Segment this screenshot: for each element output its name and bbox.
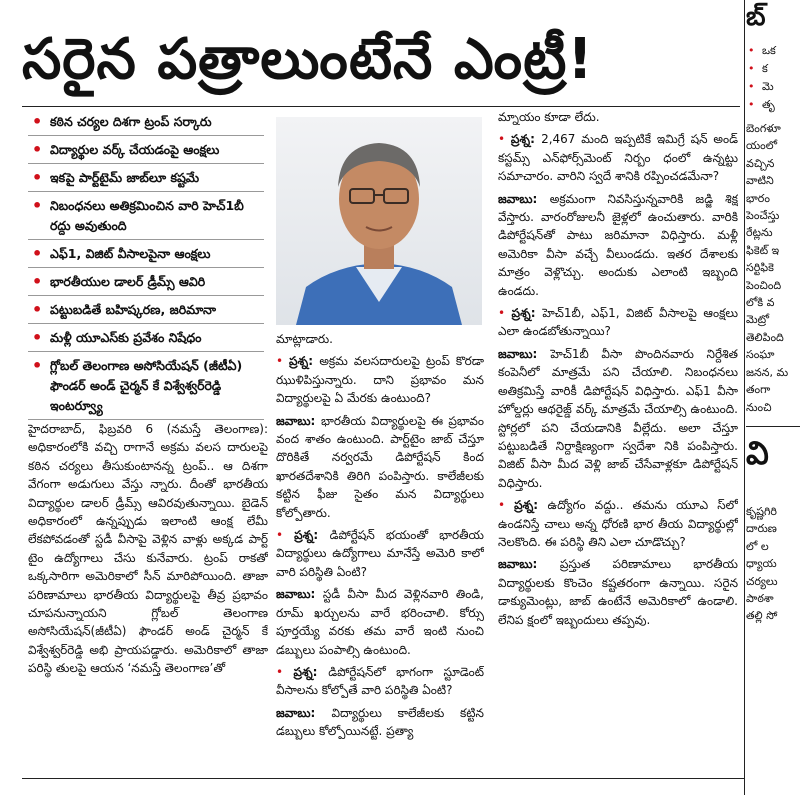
side-line: భారం xyxy=(746,191,770,205)
highlight-item: • మళ్లీ యూఎస్‌కు ప్రవేశం నిషేధం xyxy=(28,328,264,352)
answer-text: హెచ్1బీ వీసా పొందినవారు నిర్దేశిత కంపెనీలో మాత్రమే పని చేయాలి. నిబంధనలు అతిక్రమిస్తే వారికీ డిపోర్టేషన్ విధిస్తారు. ఎఫ్1 వీసా హోల్డర్లు ఆథరైజ్డ్ వర్క్ మాత్రమే చేయాల్సి ఉంటుంది. స్టోర్లలో పని చేయడానికి వీల్లేదు. అలా చేస్తూ పట్టుబడితే నిర్దాక్షిణ్యంగా స్వదేశా నికి పంపిస్తారు. విజిట్ వీసా మీద వెళ్లి జాబ్ చేసేవాళ్లకూ డిపోర్టేషన్ విధిస్తారు. xyxy=(498,346,738,490)
question-label: ప్రశ్న: xyxy=(511,306,543,321)
answer-label: జవాబు: xyxy=(498,191,550,206)
side-line: రేట్లను xyxy=(746,226,773,240)
side-line: ధ్యాయ xyxy=(746,557,777,571)
side-text-2 xyxy=(746,503,800,625)
side-line: చర్యలు xyxy=(746,574,778,588)
answer-label: జవాబు: xyxy=(276,413,321,428)
headline-rule xyxy=(22,106,740,107)
question-text: ఉద్యోగం వద్దు.. తమను యూఎ స్‌లో ఉండనిస్తే చాలు అన్న ధోరణి భార తీయ విద్యార్థుల్లో నెలకొంది. ఈ పరిస్థి తిని ఎలా చూడొచ్చు? xyxy=(498,498,738,549)
headline: సరైన పత్రాలుంటేనే ఎంట్రీ! xyxy=(22,27,594,92)
answer-text: అక్రమంగా నివసిస్తున్నవారికి జడ్జి శిక్ష వేస్తారు. వారంరోజులనీ జైళ్లలో ఉంచుతారు. వారికి డిపోర్టేషన్‌తో పాటు జరిమానా విధిస్తారు. మళ్లీ అమెరికా వీసా వచ్చే వీలుండదు. ఇతర దేశాలకు మాత్రం వెళ్లొచ్చు. అందుకు ఎలాంటి ఇబ్బంది ఉండదు. xyxy=(498,191,738,298)
question xyxy=(276,526,484,581)
side-line: ఫికెట్ ఇ xyxy=(746,243,780,257)
answer-label: జవాబు: xyxy=(498,346,551,361)
paragraph: మ్నాయం కూడా లేదు. xyxy=(498,110,600,124)
side-bullet: • మె xyxy=(746,78,800,96)
question xyxy=(498,130,738,185)
side-line: పెంచేస్తు xyxy=(746,209,780,223)
interview-column-3 xyxy=(498,108,738,775)
answer-text: భారతీయ విద్యార్థులపై ఈ ప్రభావం వంద శాతం ఉంటుంది. పార్ట్‌టైం జాబ్ చేస్తూ దొరికితే నర్వరమే డిపోర్టేషన్ కింద ఖారతదేశానికి తిరిగి పంపిస్తారు. కాలేజీలకు కట్టిన ఫీజు సైతం మన విద్యార్థులు కోల్పోతారు. xyxy=(276,413,484,520)
question xyxy=(276,663,484,700)
question-text: అక్రమ వలసదారులపై ట్రంప్ కొరడా ఝుళిపిస్తున్నారు. దాని ప్రభావం మన విద్యార్థులపై ఏ మేరకు ఉంటుంది? xyxy=(276,354,484,406)
side-line: కృష్ణగిరి xyxy=(746,504,777,518)
question-text: హెచ్1బీ, ఎఫ్1, విజిట్ వీసాలపై ఆంక్షలు ఎలా ఉండబోతున్నాయి? xyxy=(498,306,738,339)
side-text-1 xyxy=(746,120,800,416)
highlight-item: • నిబంధనలు అతిక్రమించిన వారి హెచ్1బీ రద్దు అవుతుంది xyxy=(28,196,264,240)
answer-label: జవాబు: xyxy=(276,705,332,720)
answer xyxy=(498,190,738,300)
side-line: తల్లి సో xyxy=(746,609,778,623)
side-line: వచ్చిన xyxy=(746,156,775,170)
interview-column-2 xyxy=(276,330,484,775)
side-line: దారుణ xyxy=(746,522,777,536)
question-label: ప్రశ్న: xyxy=(289,354,320,369)
side-line: తంగా xyxy=(746,383,771,397)
side-rule xyxy=(746,426,800,427)
highlight-item: • కఠిన చర్యల దిశగా ట్రంప్ సర్కారు xyxy=(28,112,264,136)
side-line: సంఘా xyxy=(746,348,775,362)
side-line: పాఠశా xyxy=(746,591,774,605)
answer xyxy=(276,704,484,741)
question xyxy=(276,352,484,407)
question-text: 2,467 మంది ఇప్పటికే ఇమిగ్రే షన్ అండ్ కస్టమ్స్ ఎన్‌ఫోర్స్‌మెంట్ నిర్బం ధంలో ఉన్నట్టు సమాచారం. వారిని స్వదే శానికి రప్పించడమేనా? xyxy=(498,132,738,184)
side-bullets xyxy=(746,42,800,114)
answer-text: విద్యార్థులు కాలేజీలకు కట్టిన డబ్బులు కోల్పోయినట్టే. ప్రత్యా xyxy=(276,705,484,739)
side-line: యంలో xyxy=(746,139,778,153)
portrait-image xyxy=(276,117,482,325)
side-line: తెలిపింది xyxy=(746,330,784,344)
side-line: వాటిని xyxy=(746,174,774,188)
answer xyxy=(276,412,484,522)
question xyxy=(498,304,738,341)
question-label: ప్రశ్న: xyxy=(514,498,548,513)
side-bullet: • క xyxy=(746,60,800,78)
side-line: మెట్రో xyxy=(746,313,770,327)
paragraph: మాట్లాడారు. xyxy=(276,332,333,346)
adjacent-article-strip xyxy=(746,0,800,795)
highlight-item: • ఎఫ్1, విజిట్ వీసాలపైనా ఆంక్షలు xyxy=(28,244,264,268)
answer xyxy=(498,345,738,492)
answer xyxy=(498,555,738,629)
intro-column xyxy=(28,420,268,775)
side-line: సర్టిఫికె xyxy=(746,261,774,275)
question-label: ప్రశ్న: xyxy=(294,528,330,543)
highlights-list xyxy=(28,112,264,424)
side-line: నుంచి xyxy=(746,400,772,414)
side-headline-1: బ్ xyxy=(746,2,766,32)
side-line: బెంగళూ xyxy=(746,122,781,135)
paragraph: హైదరాబాద్, ఫిబ్రవరి 6 (నమస్తే తెలంగాణ): అధికారంలోకి వచ్చి రాగానే అక్రమ వలస దారులపై కఠిన చర్యలు తీసుకుంటానన్న ట్రంప్.. ఆ దిశగా వేగంగా అడుగులు వేస్తు న్నారు. దీంతో భారతీయ విద్యార్థుల డాలర్ డ్రీమ్స్ ఆవిరవుతున్నాయి. బైడెన్ అధికారంలో ఉన్నప్పుడు ఇలాంటి ఆంక్ష లేమీ లేకపోవడంతో స్టడీ వీసాపై వెళ్లిన వాళ్లు అక్కడ పార్ట్ టైం ఉద్యోగాలు చేసు కునేవారు. ట్రంప్ రాకతో ఒక్కసారిగా అమెరికాలో సీన్ మారిపోయింది. తాజా పరిణామాలు భారతీయ విద్యార్థులపై తీవ్ర ప్రభావం చూపనున్నాయని గ్లోబల్ తెలంగాణ అసోసియేషన్(జీటీఏ) ఫౌండర్ అండ్ చైర్మన్ కే విశ్వేశ్వర్‌రెడ్డి అభి ప్రాయపడ్డారు. అమెరికాలో తాజా పరిస్థి తులపై ఆయన ‘నమస్తే తెలంగాణ’తో xyxy=(28,422,268,676)
answer xyxy=(276,585,484,659)
side-line: పెంచింది xyxy=(746,278,782,292)
side-line: లో ల xyxy=(746,539,769,553)
answer-label: జవాబు: xyxy=(276,587,323,602)
bottom-rule xyxy=(22,778,744,779)
answer-label: జవాబు: xyxy=(498,557,560,572)
column-rule xyxy=(744,0,745,795)
side-line: జనన, మ xyxy=(746,365,789,379)
question-text: డిపోర్టేషన్ భయంతో భారతీయ విద్యార్థులు ఉద్యోగాలు మానేస్తే అమెరి కాలో వారి పరిస్థితి ఏంటి? xyxy=(276,528,484,579)
question-label: ప్రశ్న: xyxy=(510,132,542,147)
answer-text: ప్రస్తుత పరిణామాలు భారతీయ విద్యార్థులకు కొంచెం కష్టతరంగా ఉన్నాయి. సరైన డాక్యుమెంట్లు, జాబ్ ఉంటేనే అమెరికాలో ఉండాలి. లేనిప క్షంలో ఇబ్బందులు తప్పవు. xyxy=(498,557,738,627)
highlight-item: • విద్యార్థుల వర్క్ చేయడంపై ఆంక్షలు xyxy=(28,140,264,164)
portrait-photo xyxy=(276,117,482,325)
question xyxy=(498,496,738,551)
side-bullet: • ఒక xyxy=(746,42,800,60)
highlight-item: • ఇకపై పార్ట్‌టైమ్ జాబ్‌లూ కష్టమే xyxy=(28,168,264,192)
question-label: ప్రశ్న: xyxy=(293,664,329,679)
highlight-item: • గ్లోబల్ తెలంగాణ అసోసియేషన్ (జీటీఏ) ఫౌండర్ అండ్ చైర్మన్ కే విశ్వేశ్వర్‌రెడ్డి ఇంటర్వ్యూ xyxy=(28,356,264,420)
highlight-item: • పట్టుబడితే బహిష్కరణ, జరిమానా xyxy=(28,300,264,324)
side-line: లోకి వ xyxy=(746,296,775,310)
side-bullet: • తృ xyxy=(746,96,800,114)
question-text: డిపోర్టేషన్‌లో భాగంగా స్టూడెంట్ వీసాలను కోల్పోతే వారి పరిస్థితి ఏంటి? xyxy=(276,664,484,698)
answer-text: స్టడీ వీసా మీద వెళ్లినవారి తిండి, రూమ్ ఖర్చులను వారే భరించాలి. కోర్సు పూర్తయ్యే వరకు తమ వారే ఇంటి నుంచి డబ్బులు పంపాల్సి ఉంటుంది. xyxy=(276,587,484,657)
highlight-item: • భారతీయుల డాలర్ డ్రీమ్స్ ఆవిరి xyxy=(28,272,264,296)
side-headline-2: వి xyxy=(746,433,769,472)
